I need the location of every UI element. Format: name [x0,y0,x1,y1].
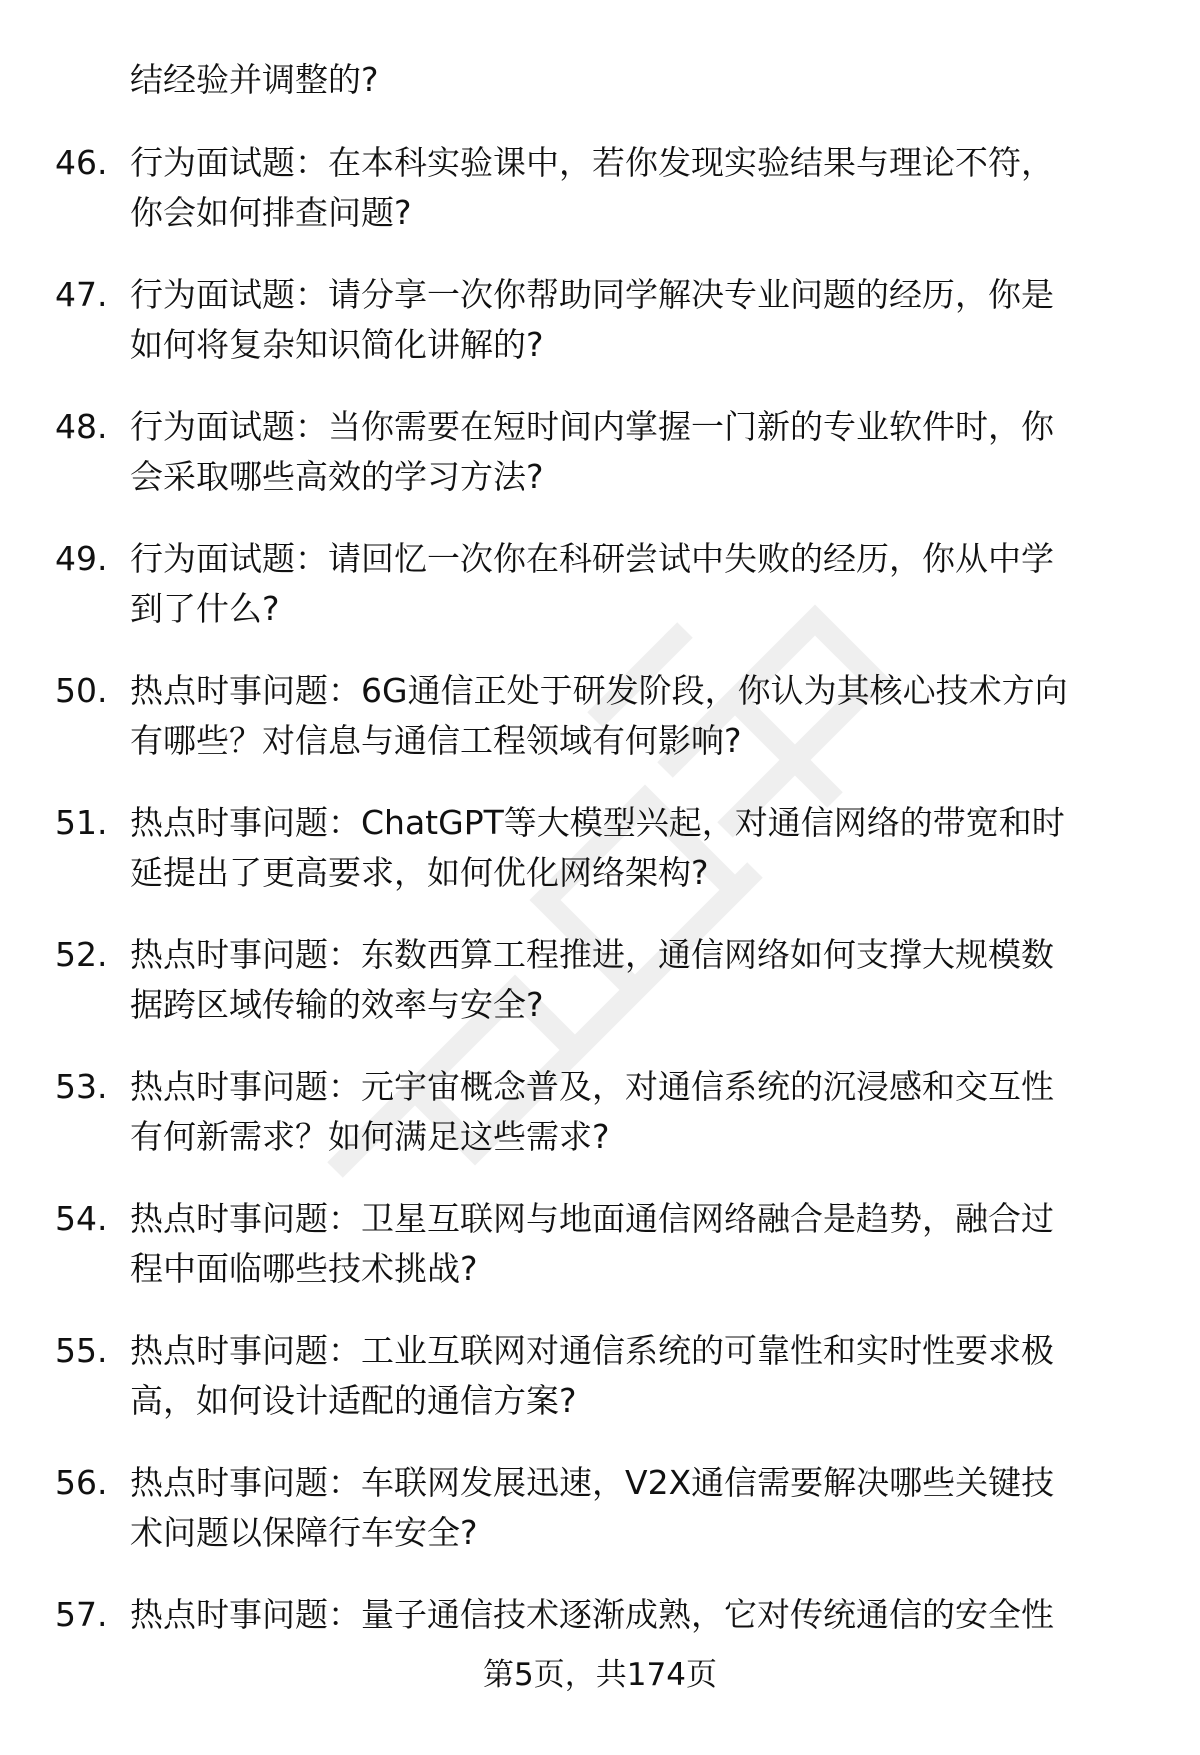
question-number: 48. [55,407,108,446]
question-text-line: 热点时事问题：车联网发展迅速，V2X通信需要解决哪些关键技 [130,1463,1055,1502]
question-text-line: 热点时事问题：ChatGPT等大模型兴起，对通信网络的带宽和时 [130,803,1065,842]
question-number: 47. [55,275,108,314]
question-text [130,270,1145,370]
question-text-line: 术问题以保障行车安全? [130,1513,478,1552]
question-item [55,930,1145,1030]
question-item [55,138,1145,238]
question-item [55,1458,1145,1558]
question-text-line: 有何新需求？如何满足这些需求? [130,1117,610,1156]
question-text [130,930,1145,1030]
question-item [55,1590,1145,1640]
question-item [55,1062,1145,1162]
question-text [130,1326,1145,1426]
question-item [55,666,1145,766]
question-item [55,1194,1145,1294]
question-text [130,1194,1145,1294]
question-item [55,798,1145,898]
question-text-line: 热点时事问题：工业互联网对通信系统的可靠性和实时性要求极 [130,1331,1054,1370]
question-text-line: 行为面试题：请回忆一次你在科研尝试中失败的经历，你从中学 [130,539,1054,578]
continuation-line: 结经验并调整的? [130,60,379,99]
question-text [130,1062,1145,1162]
question-text-line: 行为面试题：在本科实验课中，若你发现实验结果与理论不符， [130,143,1054,182]
question-number: 55. [55,1331,108,1370]
question-number: 52. [55,935,108,974]
question-text-line: 热点时事问题：东数西算工程推进，通信网络如何支撑大规模数 [130,935,1054,974]
question-item [55,402,1145,502]
question-text [130,798,1145,898]
question-text-line: 热点时事问题：元宇宙概念普及，对通信系统的沉浸感和交互性 [130,1067,1054,1106]
question-text-line: 会采取哪些高效的学习方法? [130,457,544,496]
question-number: 57. [55,1595,108,1634]
question-item [55,1326,1145,1426]
question-text-line: 有哪些？对信息与通信工程领域有何影响? [130,721,742,760]
question-text [130,402,1145,502]
question-text-line: 热点时事问题：量子通信技术逐渐成熟，它对传统通信的安全性 [130,1595,1054,1634]
page-footer: 第5页，共174页 [483,1657,717,1693]
question-text-line: 热点时事问题：卫星互联网与地面通信网络融合是趋势，融合过 [130,1199,1054,1238]
question-number: 53. [55,1067,108,1106]
question-text-line: 到了什么? [130,589,280,628]
question-text-line: 行为面试题：当你需要在短时间内掌握一门新的专业软件时，你 [130,407,1054,446]
question-text-line: 如何将复杂知识简化讲解的? [130,325,544,364]
question-number: 51. [55,803,108,842]
question-text [130,534,1145,634]
question-item [55,534,1145,634]
question-text [130,666,1145,766]
question-text [130,138,1145,238]
question-text-line: 延提出了更高要求，如何优化网络架构? [130,853,709,892]
question-text [130,1458,1145,1558]
question-text-line: 热点时事问题：6G通信正处于研发阶段，你认为其核心技术方向 [130,671,1068,710]
question-number: 54. [55,1199,108,1238]
question-item [55,270,1145,370]
question-text [130,1590,1145,1640]
question-text-line: 行为面试题：请分享一次你帮助同学解决专业问题的经历，你是 [130,275,1054,314]
question-number: 50. [55,671,108,710]
question-number: 46. [55,143,108,182]
question-text-line: 据跨区域传输的效率与安全? [130,985,544,1024]
question-text-line: 你会如何排查问题? [130,193,412,232]
question-number: 56. [55,1463,108,1502]
question-number: 49. [55,539,108,578]
question-list [55,138,1145,1640]
question-text-line: 高，如何设计适配的通信方案? [130,1381,577,1420]
question-text-line: 程中面临哪些技术挑战? [130,1249,478,1288]
